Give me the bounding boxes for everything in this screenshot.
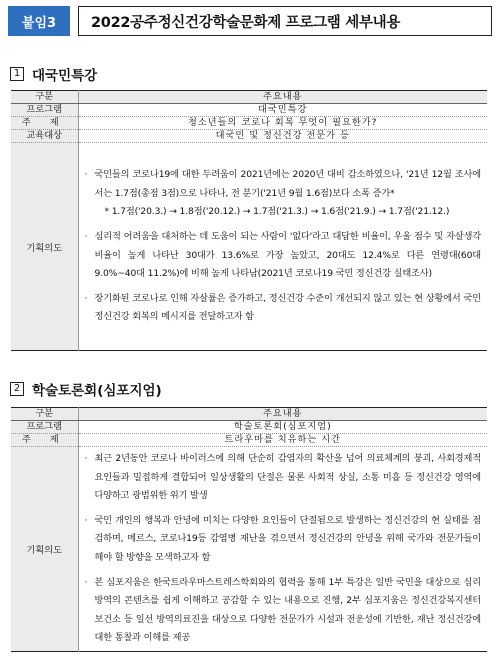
section1-title: 대국민특강 <box>32 68 98 84</box>
page-header <box>8 6 492 36</box>
col-header-content: 주요내용 <box>78 408 487 421</box>
section2-heading <box>10 379 162 399</box>
row-value: 대국민 및 정신건강 전문가 등 <box>78 130 487 143</box>
table-row <box>11 104 487 117</box>
table-header-row <box>11 408 487 421</box>
purpose-row <box>11 447 487 652</box>
table-row <box>11 130 487 143</box>
row-value: 대국민특강 <box>78 104 487 117</box>
row-value: 청소년들의 코로나 회복 무엇이 필요한가? <box>78 117 487 130</box>
section2-title: 학술토론회(심포지엄) <box>32 383 162 399</box>
row-value: 학술토론회(심포지엄) <box>78 421 487 434</box>
table-header-row <box>11 91 487 104</box>
row-label: 프로그램 <box>11 104 78 117</box>
attachment-badge: 붙임3 <box>8 6 70 36</box>
document-title: 2022공주정신건강학술문화제 프로그램 세부내용 <box>78 6 492 36</box>
list-item: · 심리적 어려움을 대처하는 데 도움이 되는 사람이 '없다'라고 대답한 비율이, 우울 점수 및 자살생각 비율이 높게 나타난 30대가 13.6%로 가장 높았고, 20대도 12.4%로 다른 연령대(60대 9.0%~40대 11.2%)에 비해 높게 나타남(2021년 코로나19 국민 정신건강 실태조사) <box>85 228 482 284</box>
row-label: 주 제 <box>11 434 78 447</box>
list-item: · 최근 2년동안 코로나 바이러스에 의해 단순히 감염자의 확산을 넘어 의료체계의 붕괴, 사회경제적 요인들과 밀접하게 결합되어 일상생활의 단절은 물론 사회적 상실, 소통 미흡 등 정신건강 영역에 다양하고 광범위한 위기 발생 <box>85 450 482 506</box>
section2-number: 2 <box>10 382 24 396</box>
bullet-text: 최근 2년동안 코로나 바이러스에 의해 단순히 감염자의 확산을 넘어 의료체계의 붕괴, 사회경제적 요인들과 밀접하게 결합되어 일상생활의 단절은 물론 사회적 상실, 소통 미흡 등 정신건강 영역에 다양하고 광범위한 위기 발생 <box>94 453 481 502</box>
table-row <box>11 421 487 434</box>
section2-table <box>11 407 487 652</box>
purpose-label: 기획의도 <box>11 143 78 351</box>
row-label: 교육대상 <box>11 130 78 143</box>
purpose-label: 기획의도 <box>11 447 78 652</box>
list-item: · 국민들의 코로나19에 대한 두려움이 2021년에는 2020년 대비 감소하였으나, '21년 12월 조사에서는 1.7점(총점 3점)으로 나타나, 전 분기('21년 9월 1.6점)보다 소폭 증가* * 1.7점('20.3.) → 1.8점('20.12.) → 1.7점('21.3.) → 1.6점('21.9.) → 1.7점('21.12.) <box>84 169 481 218</box>
list-item: · 국민 개인의 행복과 안녕에 미치는 다양한 요인들이 단절됨으로 발생하는 정신건강의 현 실태를 점검하며, 메르스, 코로나19등 감염병 재난을 겪으면서 정신건강의 안녕을 위해 국가와 전문가들이 해야 할 방향을 모색하고자 함 <box>85 512 482 568</box>
row-label: 주 제 <box>11 117 78 130</box>
purpose-content <box>78 143 487 351</box>
bullet-text: 장기화된 코로나로 인해 자살률은 증가하고, 정신건강 수준이 개선되지 않고 있는 현 상황에서 국민 정신건강 회복의 메시지를 전달하고자 함 <box>94 292 481 323</box>
col-header-category: 구분 <box>11 408 78 421</box>
col-header-category: 구분 <box>11 91 78 104</box>
row-label: 프로그램 <box>11 421 78 434</box>
bullet-text: 본 심포지움은 한국트라우마스트레스학회와의 협력을 통해 1부 특강은 일반 국민을 대상으로 심리방역의 콘텐츠를 쉽게 이해하고 공감할 수 있는 내용으로 진행, 2부 심포지움은 정신건강복지센터 보건소 등 일선 방역의료진을 대상으로 다양한 전문가가 시설과 전운성에 기반한, 재난 정신건강에 대한 통찰과 이해를 제공 <box>94 576 481 644</box>
bullet-text: 국민들의 코로나19에 대한 두려움이 2021년에는 2020년 대비 감소하였으나, '21년 12월 조사에서는 1.7점(총점 3점)으로 나타나, 전 분기('21년 9월 1.6점)보다 소폭 증가* <box>94 169 481 199</box>
bullet-text: 국민 개인의 행복과 안녕에 미치는 다양한 요인들이 단절됨으로 발생하는 정신건강의 현 실태를 점검하며, 메르스, 코로나19등 감염병 재난을 겪으면서 정신건강의 안녕을 위해 국가와 전문가들이 해야 할 방향을 모색하고자 함 <box>94 514 481 563</box>
list-item: · 장기화된 코로나로 인해 자살률은 증가하고, 정신건강 수준이 개선되지 않고 있는 현 상황에서 국민 정신건강 회복의 메시지를 전달하고자 함 <box>85 290 482 327</box>
section1-number: 1 <box>10 67 24 81</box>
row-value: 트라우마를 치유하는 시간 <box>78 434 487 447</box>
list-item: · 본 심포지움은 한국트라우마스트레스학회와의 협력을 통해 1부 특강은 일반 국민을 대상으로 심리방역의 콘텐츠를 쉽게 이해하고 공감할 수 있는 내용으로 진행, 2부 심포지움은 정신건강복지센터 보건소 등 일선 방역의료진을 대상으로 다양한 전문가가 시설과 전운성에 기반한, 재난 정신건강에 대한 통찰과 이해를 제공 <box>85 574 482 648</box>
col-header-content: 주요내용 <box>78 91 487 104</box>
table-row <box>11 434 487 447</box>
section1-heading <box>10 64 97 84</box>
table-row <box>11 117 487 130</box>
section1-table <box>11 90 487 351</box>
purpose-content <box>78 447 487 652</box>
bullet-text: 심리적 어려움을 대처하는 데 도움이 되는 사람이 '없다'라고 대답한 비율이, 우울 점수 및 자살생각 비율이 높게 나타난 30대가 13.6%로 가장 높았고, 20대도 12.4%로 다른 연령대(60대 9.0%~40대 11.2%)에 비해 높게 나타남(2021년 코로나19 국민 정신건강 실태조사) <box>94 230 481 280</box>
bullet-subline: * 1.7점('20.3.) → 1.8점('20.12.) → 1.7점('21.3.) → 1.6점('21.9.) → 1.7점('21.12.) <box>104 206 450 218</box>
purpose-row <box>11 143 487 351</box>
